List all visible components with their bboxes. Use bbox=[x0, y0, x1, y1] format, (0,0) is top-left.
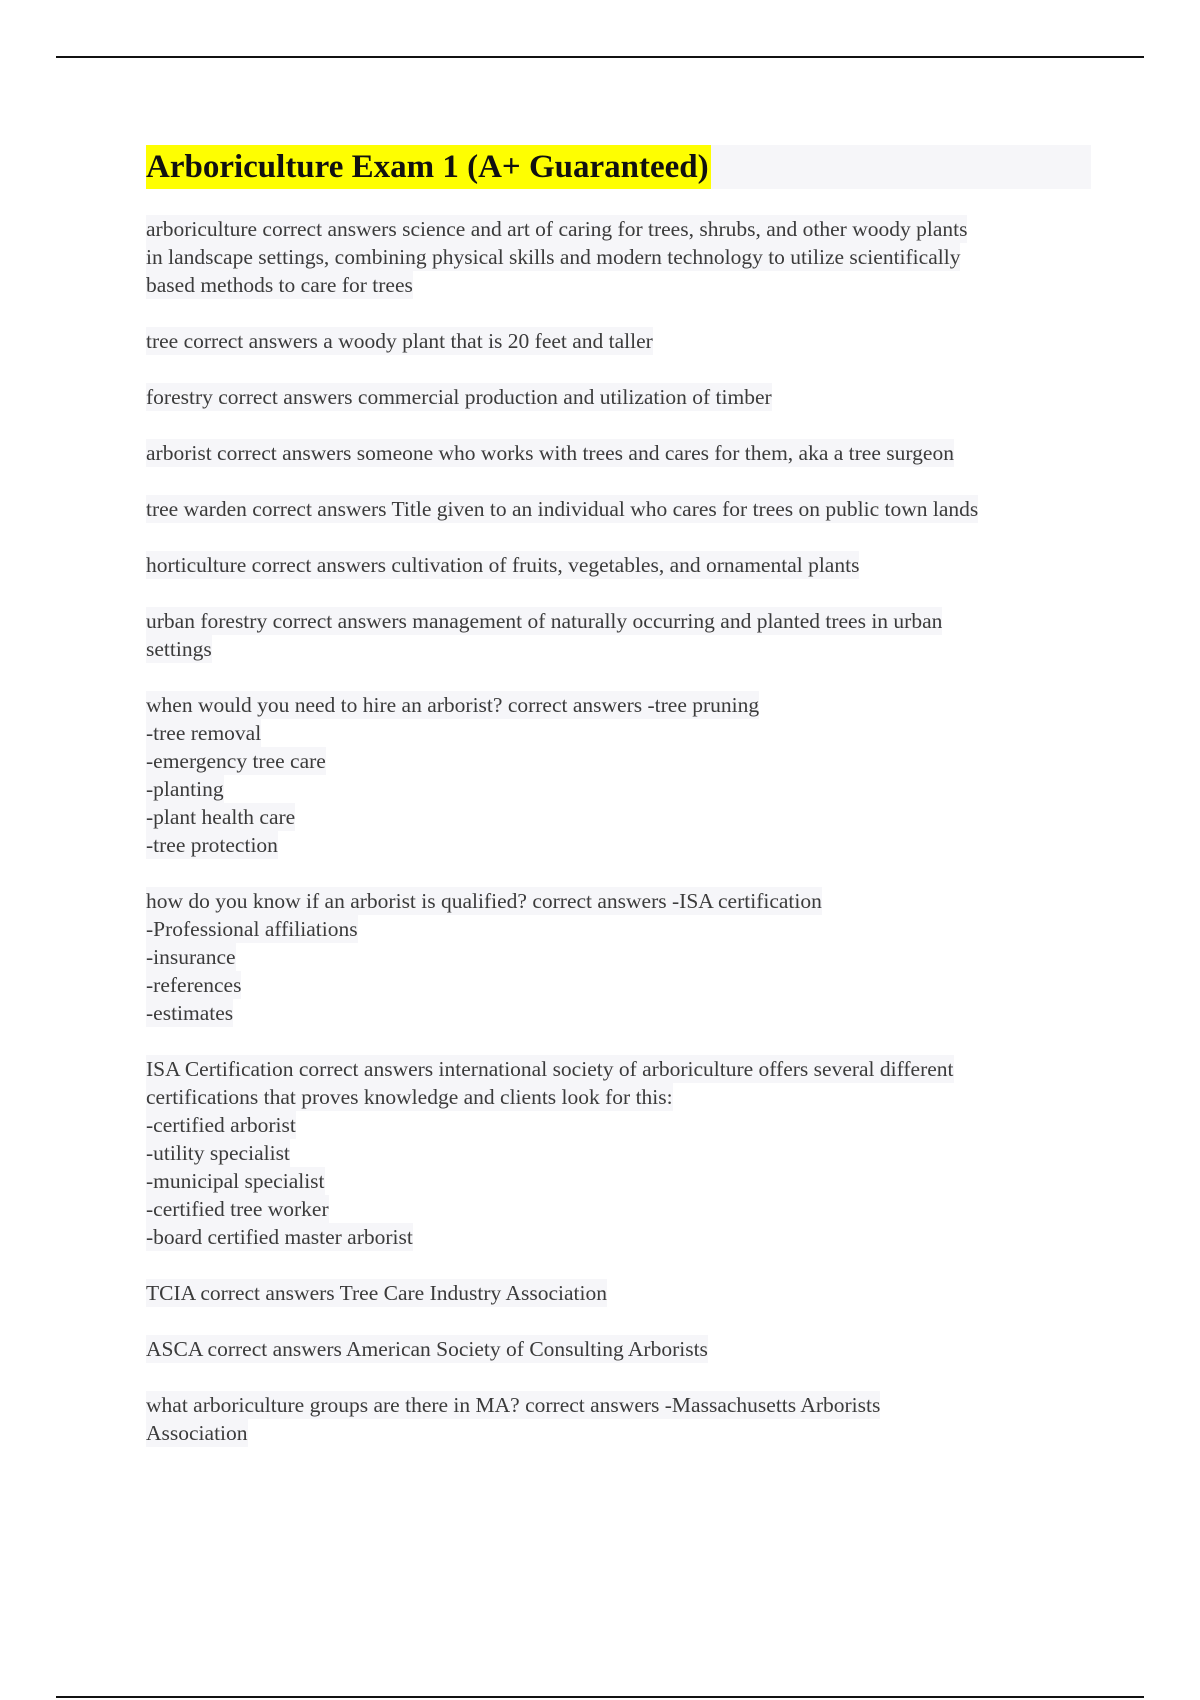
entry-line: ISA Certification correct answers international society of arboriculture offers several different bbox=[146, 1057, 954, 1081]
flashcard-list bbox=[146, 215, 1091, 1447]
entry-line: tree correct answers a woody plant that is 20 feet and taller bbox=[146, 329, 653, 353]
entry-line: -utility specialist bbox=[146, 1141, 290, 1165]
entry-line: -tree protection bbox=[146, 833, 278, 857]
entry-line: when would you need to hire an arborist? correct answers -tree pruning bbox=[146, 693, 760, 717]
flashcard-entry bbox=[146, 1055, 1091, 1251]
entry-line: based methods to care for trees bbox=[146, 273, 413, 297]
entry-line: what arboriculture groups are there in MA? correct answers -Massachusetts Arborists bbox=[146, 1393, 881, 1417]
entry-line: ASCA correct answers American Society of Consulting Arborists bbox=[146, 1337, 708, 1361]
entry-line: -insurance bbox=[146, 945, 236, 969]
document-title: Arboriculture Exam 1 (A+ Guaranteed) bbox=[146, 145, 711, 189]
entry-line: -references bbox=[146, 973, 242, 997]
entry-line: -certified arborist bbox=[146, 1113, 296, 1137]
entry-line: in landscape settings, combining physical skills and modern technology to utilize scientifically bbox=[146, 245, 961, 269]
entry-line: certifications that proves knowledge and clients look for this: bbox=[146, 1085, 673, 1109]
title-row bbox=[146, 145, 1091, 189]
flashcard-entry bbox=[146, 1391, 1091, 1447]
flashcard-entry bbox=[146, 215, 1091, 299]
entry-line: settings bbox=[146, 637, 212, 661]
entry-line: horticulture correct answers cultivation of fruits, vegetables, and ornamental plants bbox=[146, 553, 860, 577]
flashcard-entry bbox=[146, 439, 1091, 467]
entry-line: arborist correct answers someone who works with trees and cares for them, aka a tree surgeon bbox=[146, 441, 954, 465]
entry-line: forestry correct answers commercial production and utilization of timber bbox=[146, 385, 772, 409]
flashcard-entry bbox=[146, 1335, 1091, 1363]
entry-line: -board certified master arborist bbox=[146, 1225, 413, 1249]
document-page bbox=[146, 145, 1091, 1475]
entry-line: -plant health care bbox=[146, 805, 296, 829]
entry-line: -Professional affiliations bbox=[146, 917, 358, 941]
flashcard-entry bbox=[146, 383, 1091, 411]
entry-line: Association bbox=[146, 1421, 248, 1445]
flashcard-entry bbox=[146, 551, 1091, 579]
entry-line: arboriculture correct answers science and art of caring for trees, shrubs, and other woody plants bbox=[146, 217, 968, 241]
flashcard-entry bbox=[146, 887, 1091, 1027]
entry-line: urban forestry correct answers management of naturally occurring and planted trees in urban bbox=[146, 609, 943, 633]
entry-line: -certified tree worker bbox=[146, 1197, 329, 1221]
entry-line: -planting bbox=[146, 777, 224, 801]
entry-line: -tree removal bbox=[146, 721, 262, 745]
entry-line: -estimates bbox=[146, 1001, 234, 1025]
flashcard-entry bbox=[146, 495, 1091, 523]
entry-line: -municipal specialist bbox=[146, 1169, 325, 1193]
flashcard-entry bbox=[146, 327, 1091, 355]
top-rule bbox=[56, 56, 1144, 58]
entry-line: -emergency tree care bbox=[146, 749, 326, 773]
entry-line: TCIA correct answers Tree Care Industry Association bbox=[146, 1281, 607, 1305]
flashcard-entry bbox=[146, 691, 1091, 859]
bottom-rule bbox=[56, 1696, 1144, 1698]
flashcard-entry bbox=[146, 1279, 1091, 1307]
entry-line: how do you know if an arborist is qualified? correct answers -ISA certification bbox=[146, 889, 822, 913]
entry-line: tree warden correct answers Title given to an individual who cares for trees on public town lands bbox=[146, 497, 979, 521]
flashcard-entry bbox=[146, 607, 1091, 663]
